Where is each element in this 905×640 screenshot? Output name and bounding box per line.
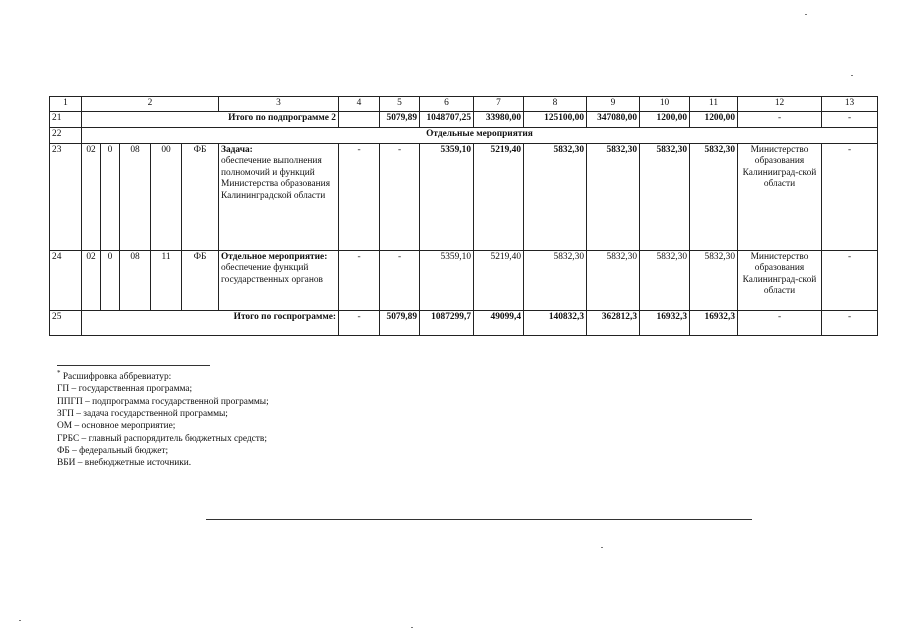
- row-number: 24: [50, 251, 82, 311]
- cell-value: 5079,89: [380, 112, 420, 128]
- code-cell: 00: [151, 144, 182, 251]
- total-label: Итого по госпрограмме:: [82, 311, 339, 336]
- footnote-rule: [57, 365, 210, 366]
- cell-value: -: [380, 251, 420, 311]
- activity-description: [219, 251, 339, 311]
- footnote-title-line: [57, 367, 269, 383]
- cell-value: 5832,30: [690, 144, 738, 251]
- footnotes: [57, 365, 269, 470]
- scan-speck: [805, 14, 807, 15]
- cell-value: -: [339, 144, 380, 251]
- row-number: 21: [50, 112, 82, 128]
- header-cell: 11: [690, 97, 738, 112]
- activity-text: обеспечение функций государственных органов: [221, 263, 323, 285]
- footnote-marker: *: [57, 369, 61, 377]
- code-cell: 0: [101, 251, 120, 311]
- cell-value: 5832,30: [587, 251, 640, 311]
- footnote-line: ГРБС – главный распорядитель бюджетных средств;: [57, 433, 267, 444]
- header-cell: 8: [524, 97, 587, 112]
- header-cell: 7: [474, 97, 524, 112]
- section-heading: Отдельные мероприятия: [82, 128, 878, 144]
- header-cell: 1: [50, 97, 82, 112]
- header-cell: 12: [738, 97, 822, 112]
- code-cell: 02: [82, 251, 101, 311]
- row-number: 22: [50, 128, 82, 144]
- cell-value: 16932,3: [640, 311, 690, 336]
- code-cell: 08: [120, 251, 151, 311]
- footnote-line: ППГП – подпрограмма государственной программы;: [57, 396, 269, 407]
- row-number: 25: [50, 311, 82, 336]
- activity-title: Отдельное мероприятие:: [221, 252, 328, 262]
- header-cell: 6: [420, 97, 474, 112]
- cell-value: -: [339, 251, 380, 311]
- code-cell: 0: [101, 144, 120, 251]
- header-row: [50, 97, 878, 112]
- table-row: [50, 251, 878, 311]
- cell-value: 5359,10: [420, 251, 474, 311]
- scan-speck: [851, 75, 853, 76]
- cell-value: 1048707,25: [420, 112, 474, 128]
- task-description: [219, 144, 339, 251]
- header-cell: 4: [339, 97, 380, 112]
- cell-value: 5359,10: [420, 144, 474, 251]
- table-row: [50, 311, 878, 336]
- cell-value: 5832,30: [587, 144, 640, 251]
- footnote-line: ВБИ – внебюджетные источники.: [57, 458, 192, 469]
- header-cell: 9: [587, 97, 640, 112]
- scan-speck: [601, 547, 603, 548]
- cell-value: 362812,3: [587, 311, 640, 336]
- header-cell: 13: [822, 97, 878, 112]
- cell-value: 5832,30: [640, 144, 690, 251]
- cell-value: 5079,89: [380, 311, 420, 336]
- cell-value: 347080,00: [587, 112, 640, 128]
- cell-value: 5832,30: [524, 251, 587, 311]
- code-cell: 11: [151, 251, 182, 311]
- cell-value: -: [339, 311, 380, 336]
- header-cell: 5: [380, 97, 420, 112]
- subtotal-label: Итого по подпрограмме 2: [82, 112, 339, 128]
- cell-value: -: [822, 112, 878, 128]
- responsible-cell: Министерство образования Калинииград-ской области: [738, 144, 822, 251]
- cell-value: 1087299,7: [420, 311, 474, 336]
- cell-value: 140832,3: [524, 311, 587, 336]
- footnote-title: Расшифровка аббревиатур:: [62, 372, 172, 383]
- cell-value: 5219,40: [474, 144, 524, 251]
- cell-value: [339, 112, 380, 128]
- table-row: [50, 128, 878, 144]
- footnote-line: ФБ – федеральный бюджет;: [57, 445, 169, 456]
- responsible-cell: Министерство образования Калининград-ской области: [738, 251, 822, 311]
- cell-value: 5832,30: [640, 251, 690, 311]
- table-row: [50, 144, 878, 251]
- cell-value: 16932,3: [690, 311, 738, 336]
- cell-value: 1200,00: [690, 112, 738, 128]
- cell-value: 5832,30: [690, 251, 738, 311]
- cell-value: 49099,4: [474, 311, 524, 336]
- cell-value: -: [822, 311, 878, 336]
- cell-value: -: [380, 144, 420, 251]
- code-cell: ФБ: [182, 144, 219, 251]
- header-cell: 3: [219, 97, 339, 112]
- cell-value: 5219,40: [474, 251, 524, 311]
- cell-value: 125100,00: [524, 112, 587, 128]
- footnote-line: ЗГП – задача государственной программы;: [57, 409, 228, 420]
- cell-value: -: [738, 112, 822, 128]
- cell-value: 1200,00: [640, 112, 690, 128]
- cell-value: -: [738, 311, 822, 336]
- code-cell: 02: [82, 144, 101, 251]
- code-cell: ФБ: [182, 251, 219, 311]
- scan-speck: [411, 627, 413, 628]
- budget-table: [49, 96, 878, 336]
- footnote-line: ГП – государственная программа;: [57, 384, 193, 395]
- row-number: 23: [50, 144, 82, 251]
- header-cell: 2: [82, 97, 219, 112]
- task-text: обеспечение выполнения полномочий и функций Министерства образования Калининградской области: [221, 156, 331, 201]
- scan-speck: [19, 620, 21, 621]
- cell-value: -: [822, 144, 878, 251]
- end-rule: [206, 519, 752, 520]
- code-cell: 08: [120, 144, 151, 251]
- header-cell: 10: [640, 97, 690, 112]
- task-title: Задача:: [221, 145, 253, 155]
- table-row: [50, 112, 878, 128]
- cell-value: -: [822, 251, 878, 311]
- cell-value: 5832,30: [524, 144, 587, 251]
- footnote-line: ОМ – основное мероприятие;: [57, 421, 176, 432]
- cell-value: 33980,00: [474, 112, 524, 128]
